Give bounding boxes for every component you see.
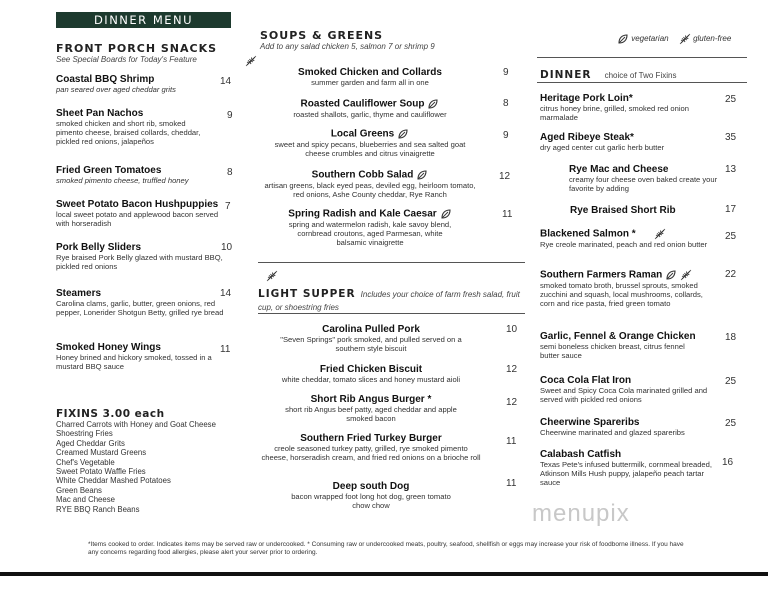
item-price: 11 bbox=[220, 344, 231, 355]
item-description: Rye creole marinated, peach and red onion butter bbox=[540, 240, 708, 249]
item-price: 12 bbox=[506, 364, 518, 375]
item-description: creamy four cheese oven baked create your favorite by adding bbox=[569, 175, 718, 193]
menu-item bbox=[540, 132, 745, 152]
item-price: 11 bbox=[506, 436, 517, 447]
item-price: 8 bbox=[503, 98, 509, 109]
item-description: creole seasoned turkey patty, grilled, rye smoked pimento cheese, horseradish cream, and fried red onions on a brioche roll bbox=[261, 444, 481, 462]
footer-disclaimer: *Items cooked to order. Indicates items may be served raw or undercooked. * Consuming raw or undercooked meats, poultry, seafood, shellfish or eggs may increase your risk of foodborne illness. If you have any concerns regarding food allergies, please alert your server prior to ordering. bbox=[88, 541, 684, 556]
menu-item bbox=[540, 331, 745, 360]
fixin-item: Charred Carrots with Honey and Goat Cheese bbox=[56, 420, 216, 429]
dinner-section bbox=[540, 63, 745, 82]
menu-item bbox=[56, 242, 242, 271]
item-name: Smoked Honey Wings bbox=[56, 342, 161, 353]
vegetarian-leaf-icon bbox=[427, 98, 439, 110]
menu-item bbox=[262, 208, 478, 247]
menu-item bbox=[56, 199, 242, 228]
item-price: 9 bbox=[503, 130, 509, 141]
soups-subtitle: Add to any salad chicken 5, salmon 7 or shrimp 9 bbox=[260, 42, 435, 51]
fixin-item: Sweet Potato Waffle Fries bbox=[56, 467, 146, 477]
item-description: bacon wrapped foot long hot dog, green tomato chow chow bbox=[291, 492, 451, 510]
menu-item bbox=[262, 128, 478, 158]
fixin-item: White Cheddar Mashed Potatoes bbox=[56, 476, 171, 486]
section-divider bbox=[537, 82, 747, 83]
item-description: local sweet potato and applewood bacon served with horseradish bbox=[56, 210, 219, 228]
item-description: spring and watermelon radish, kale savoy blend, cornbread croutons, aged Parmesan, white balsamic vinaigrette bbox=[288, 220, 452, 247]
item-name: Sheet Pan Nachos bbox=[56, 108, 144, 119]
item-description: white cheddar, tomato slices and honey mustard aioli bbox=[281, 375, 461, 384]
item-description: smoked pimento cheese, truffled honey bbox=[56, 176, 189, 185]
section-divider bbox=[537, 57, 747, 58]
item-name: Steamers bbox=[56, 288, 102, 299]
item-name: Spring Radish and Kale Caesar bbox=[288, 208, 437, 220]
item-name: Pork Belly Sliders bbox=[56, 242, 142, 253]
menu-item bbox=[56, 342, 242, 371]
menu-item bbox=[266, 481, 476, 510]
menu-item bbox=[270, 67, 470, 87]
item-name: Southern Fried Turkey Burger bbox=[300, 433, 442, 444]
item-name: Carolina Pulled Pork bbox=[322, 324, 420, 335]
fixins-price: 3.00 each bbox=[102, 408, 165, 420]
fixin-item: Aged Cheddar Grits bbox=[56, 438, 125, 448]
vegetarian-leaf-icon bbox=[416, 169, 428, 181]
menu-item bbox=[266, 324, 476, 353]
gluten-free-label: gluten-free bbox=[693, 34, 732, 44]
vegetarian-leaf-icon bbox=[617, 33, 629, 45]
menu-item bbox=[540, 164, 745, 193]
item-price: 12 bbox=[499, 171, 511, 182]
item-price: 11 bbox=[506, 478, 517, 489]
item-description: short rib Angus beef patty, aged cheddar and apple smoked bacon bbox=[285, 405, 457, 423]
item-price: 10 bbox=[506, 324, 518, 335]
front-porch-title: FRONT PORCH SNACKS bbox=[56, 42, 218, 55]
menu-item bbox=[260, 433, 482, 462]
item-price: 25 bbox=[725, 376, 737, 387]
fixin-item: Green Beans bbox=[56, 485, 102, 495]
item-price: 18 bbox=[725, 332, 737, 343]
item-price: 14 bbox=[220, 76, 232, 87]
item-price: 25 bbox=[725, 231, 737, 242]
menu-item bbox=[56, 74, 242, 94]
item-description: Honey brined and hickory smoked, tossed in a mustard BBQ sauce bbox=[56, 353, 212, 371]
item-description: pan seared over aged cheddar grits bbox=[56, 85, 176, 94]
fixin-item: Shoestring Fries bbox=[56, 429, 113, 439]
fixin-item: Chef's Vegetable bbox=[56, 457, 115, 467]
item-name: Rye Braised Short Rib bbox=[570, 205, 676, 216]
item-price: 9 bbox=[503, 67, 509, 78]
gluten-free-wheat-icon bbox=[245, 55, 257, 67]
item-name: Fried Green Tomatoes bbox=[56, 165, 162, 176]
light-supper-title: LIGHT SUPPER bbox=[258, 288, 356, 300]
item-price: 9 bbox=[227, 110, 233, 121]
menu-item bbox=[540, 417, 745, 437]
item-description: citrus honey brine, grilled, smoked red onion marmalade bbox=[540, 104, 690, 122]
light-supper-subtitle: Includes your choice of farm fresh salad, fruit cup, or shoestring fries bbox=[258, 290, 520, 312]
watermark-logo: menupix bbox=[532, 500, 630, 527]
gluten-free-wheat-icon bbox=[680, 269, 692, 281]
item-description: dry aged center cut garlic herb butter bbox=[540, 143, 665, 152]
item-price: 22 bbox=[725, 269, 737, 280]
item-name: Smoked Chicken and Collards bbox=[298, 67, 442, 78]
item-name: Blackened Salmon * bbox=[540, 228, 636, 240]
item-description: smoked tomato broth, brussel sprouts, smoked zucchini and squash, local mushrooms, collards, corn and rice pasta, fried green tomato bbox=[540, 281, 703, 308]
vegetarian-label: vegetarian bbox=[631, 34, 669, 44]
front-porch-subtitle: See Special Boards for Today's Feature bbox=[56, 55, 197, 64]
menu-item bbox=[540, 449, 745, 487]
item-price: 35 bbox=[725, 132, 737, 143]
item-description: roasted shallots, garlic, thyme and cauliflower bbox=[293, 110, 447, 119]
gluten-free-wheat-icon bbox=[654, 228, 666, 240]
item-price: 16 bbox=[722, 457, 734, 468]
fixins-section bbox=[56, 408, 242, 514]
item-price: 10 bbox=[221, 242, 233, 253]
item-price: 8 bbox=[227, 167, 233, 178]
menu-item bbox=[56, 288, 242, 317]
item-price: 14 bbox=[220, 288, 232, 299]
item-price: 7 bbox=[225, 201, 231, 212]
item-description: Carolina clams, garlic, butter, green onions, red pepper, Lonerider Shotgun Betty, grilled rye bread bbox=[56, 299, 224, 317]
menu-item bbox=[270, 98, 470, 119]
dinner-subtitle: choice of Two Fixins bbox=[604, 71, 677, 80]
gluten-free-wheat-icon bbox=[679, 33, 691, 45]
section-divider bbox=[258, 262, 525, 263]
item-name: Heritage Pork Loin* bbox=[540, 93, 633, 104]
item-price: 13 bbox=[725, 164, 737, 175]
menu-item bbox=[56, 165, 242, 185]
dinner-title: DINNER bbox=[540, 69, 592, 81]
item-description: Sweet and Spicy Coca Cola marinated grilled and served with pickled red onions bbox=[540, 386, 708, 404]
item-name: Rye Mac and Cheese bbox=[569, 164, 669, 175]
item-description: Texas Pete's infused buttermilk, cornmeal breaded, Atkinson Mills Hush puppy, jalapeño peach tartar sauce bbox=[540, 460, 712, 487]
menu-title-banner: DINNER MENU bbox=[56, 12, 231, 28]
vegetarian-leaf-icon bbox=[440, 208, 452, 220]
item-description: smoked chicken and short rib, smoked pimento cheese, braised collards, cheddar, pickled red onions, jalapeños bbox=[56, 119, 201, 146]
item-price: 17 bbox=[725, 204, 737, 215]
item-name: Short Rib Angus Burger * bbox=[310, 394, 432, 405]
item-description: sweet and spicy pecans, blueberries and sea salted goat cheese crumbles and citrus vinaigrette bbox=[274, 140, 466, 158]
menu-item bbox=[266, 394, 476, 423]
bottom-bar bbox=[0, 572, 768, 576]
fixins-title: FIXINS bbox=[56, 408, 99, 420]
vegetarian-leaf-icon bbox=[397, 128, 409, 140]
fixin-item: Creamed Mustard Greens bbox=[56, 448, 147, 458]
item-price: 25 bbox=[725, 418, 737, 429]
item-description: "Seven Springs" pork smoked, and pulled served on a southern style biscuit bbox=[280, 335, 462, 353]
menu-item bbox=[262, 169, 478, 199]
vegetarian-leaf-icon bbox=[665, 269, 677, 281]
item-name: Aged Ribeye Steak* bbox=[540, 132, 634, 143]
soups-section bbox=[260, 29, 520, 51]
item-name: Coastal BBQ Shrimp bbox=[56, 74, 155, 85]
item-name: Sweet Potato Bacon Hushpuppies bbox=[56, 199, 219, 210]
item-price: 12 bbox=[506, 397, 518, 408]
menu-item bbox=[540, 205, 745, 216]
dietary-legend bbox=[614, 33, 731, 45]
item-description: summer garden and farm all in one bbox=[311, 78, 429, 87]
item-name: Local Greens bbox=[330, 128, 395, 140]
item-name: Deep south Dog bbox=[332, 481, 410, 492]
menu-item bbox=[56, 108, 236, 146]
section-divider bbox=[258, 313, 525, 314]
menu-item bbox=[540, 375, 745, 404]
fixin-item: RYE BBQ Ranch Beans bbox=[56, 504, 140, 514]
gluten-free-wheat-icon bbox=[266, 270, 278, 282]
item-price: 25 bbox=[725, 94, 737, 105]
fixin-item: Mac and Cheese bbox=[56, 495, 115, 505]
item-name: Southern Cobb Salad bbox=[311, 169, 414, 181]
item-name: Roasted Cauliflower Soup bbox=[300, 98, 425, 110]
item-description: semi boneless chicken breast, citrus fennel butter sauce bbox=[540, 342, 685, 360]
menu-item bbox=[540, 93, 745, 122]
item-name: Cheerwine Spareribs bbox=[540, 417, 640, 428]
soups-title: SOUPS & GREENS bbox=[260, 29, 384, 42]
item-name: Southern Farmers Raman bbox=[540, 269, 663, 281]
item-description: Cheerwine marinated and glazed spareribs bbox=[540, 428, 685, 437]
item-description: artisan greens, black eyed peas, deviled egg, heirloom tomato, red onions, Ashe County cheddar, Rye Ranch bbox=[264, 181, 476, 199]
item-name: Fried Chicken Biscuit bbox=[319, 364, 423, 375]
front-porch-section bbox=[56, 42, 242, 64]
item-name: Calabash Catfish bbox=[540, 449, 622, 460]
item-name: Garlic, Fennel & Orange Chicken bbox=[540, 331, 696, 342]
menu-item bbox=[540, 228, 745, 249]
fixins-list bbox=[56, 420, 242, 514]
item-price: 11 bbox=[502, 209, 513, 220]
item-name: Coca Cola Flat Iron bbox=[540, 375, 632, 386]
menu-item bbox=[540, 269, 745, 308]
menu-item bbox=[266, 364, 476, 384]
light-supper-section bbox=[258, 287, 523, 313]
item-description: Rye braised Pork Belly glazed with mustard BBQ, pickled red onions bbox=[56, 253, 223, 271]
